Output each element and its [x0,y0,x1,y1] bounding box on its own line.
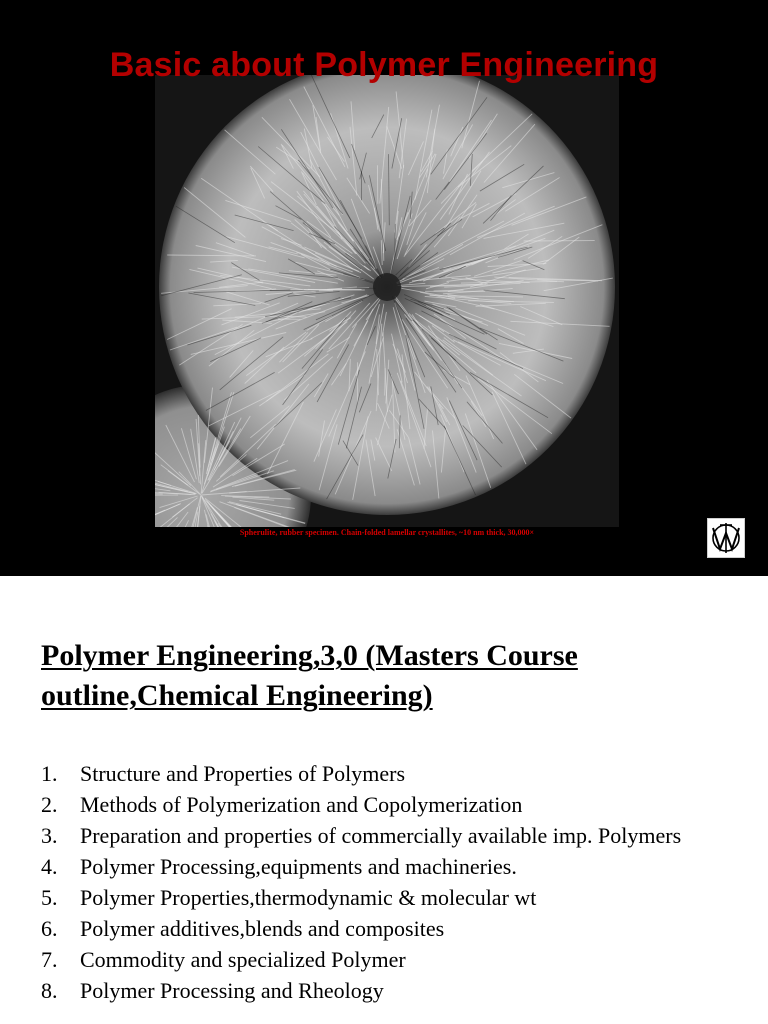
slide-title: Basic about Polymer Engineering [109,46,659,84]
list-item-number: 4. [41,854,58,879]
university-monogram-icon [707,518,745,558]
list-item-text: Polymer Properties,thermodynamic & molecular wt [80,885,537,910]
list-item-text: Commodity and specialized Polymer [80,947,406,972]
list-item-number: 7. [41,947,58,972]
list-item-text: Preparation and properties of commercially available imp. Polymers [80,823,682,848]
spherulite-micrograph [155,75,619,527]
list-item-text: Polymer Processing,equipments and machineries. [80,854,517,879]
list-item [41,975,741,1006]
course-outline-slide [0,576,768,1024]
micrograph-caption: Spherulite, rubber specimen. Chain-folded lamellar crystallites, ~10 nm thick, 30,000× [239,528,535,537]
course-topics-list [41,758,741,1006]
list-item-number: 8. [41,978,58,1003]
list-item-text: Polymer Processing and Rheology [80,978,384,1003]
course-heading: Polymer Engineering,3,0 (Masters Course outline,Chemical Engineering) [41,639,578,712]
list-item [41,882,741,913]
list-item-number: 5. [41,885,58,910]
list-item-text: Structure and Properties of Polymers [80,761,406,786]
list-item [41,789,741,820]
list-item-text: Polymer additives,blends and composites [80,916,445,941]
list-item [41,944,741,975]
list-item [41,758,741,789]
list-item-text: Methods of Polymerization and Copolymerization [80,792,523,817]
list-item [41,851,741,882]
list-item-number: 3. [41,823,58,848]
list-item-number: 6. [41,916,58,941]
list-item [41,820,741,851]
list-item-number: 2. [41,792,58,817]
list-item [41,913,741,944]
list-item-number: 1. [41,761,58,786]
